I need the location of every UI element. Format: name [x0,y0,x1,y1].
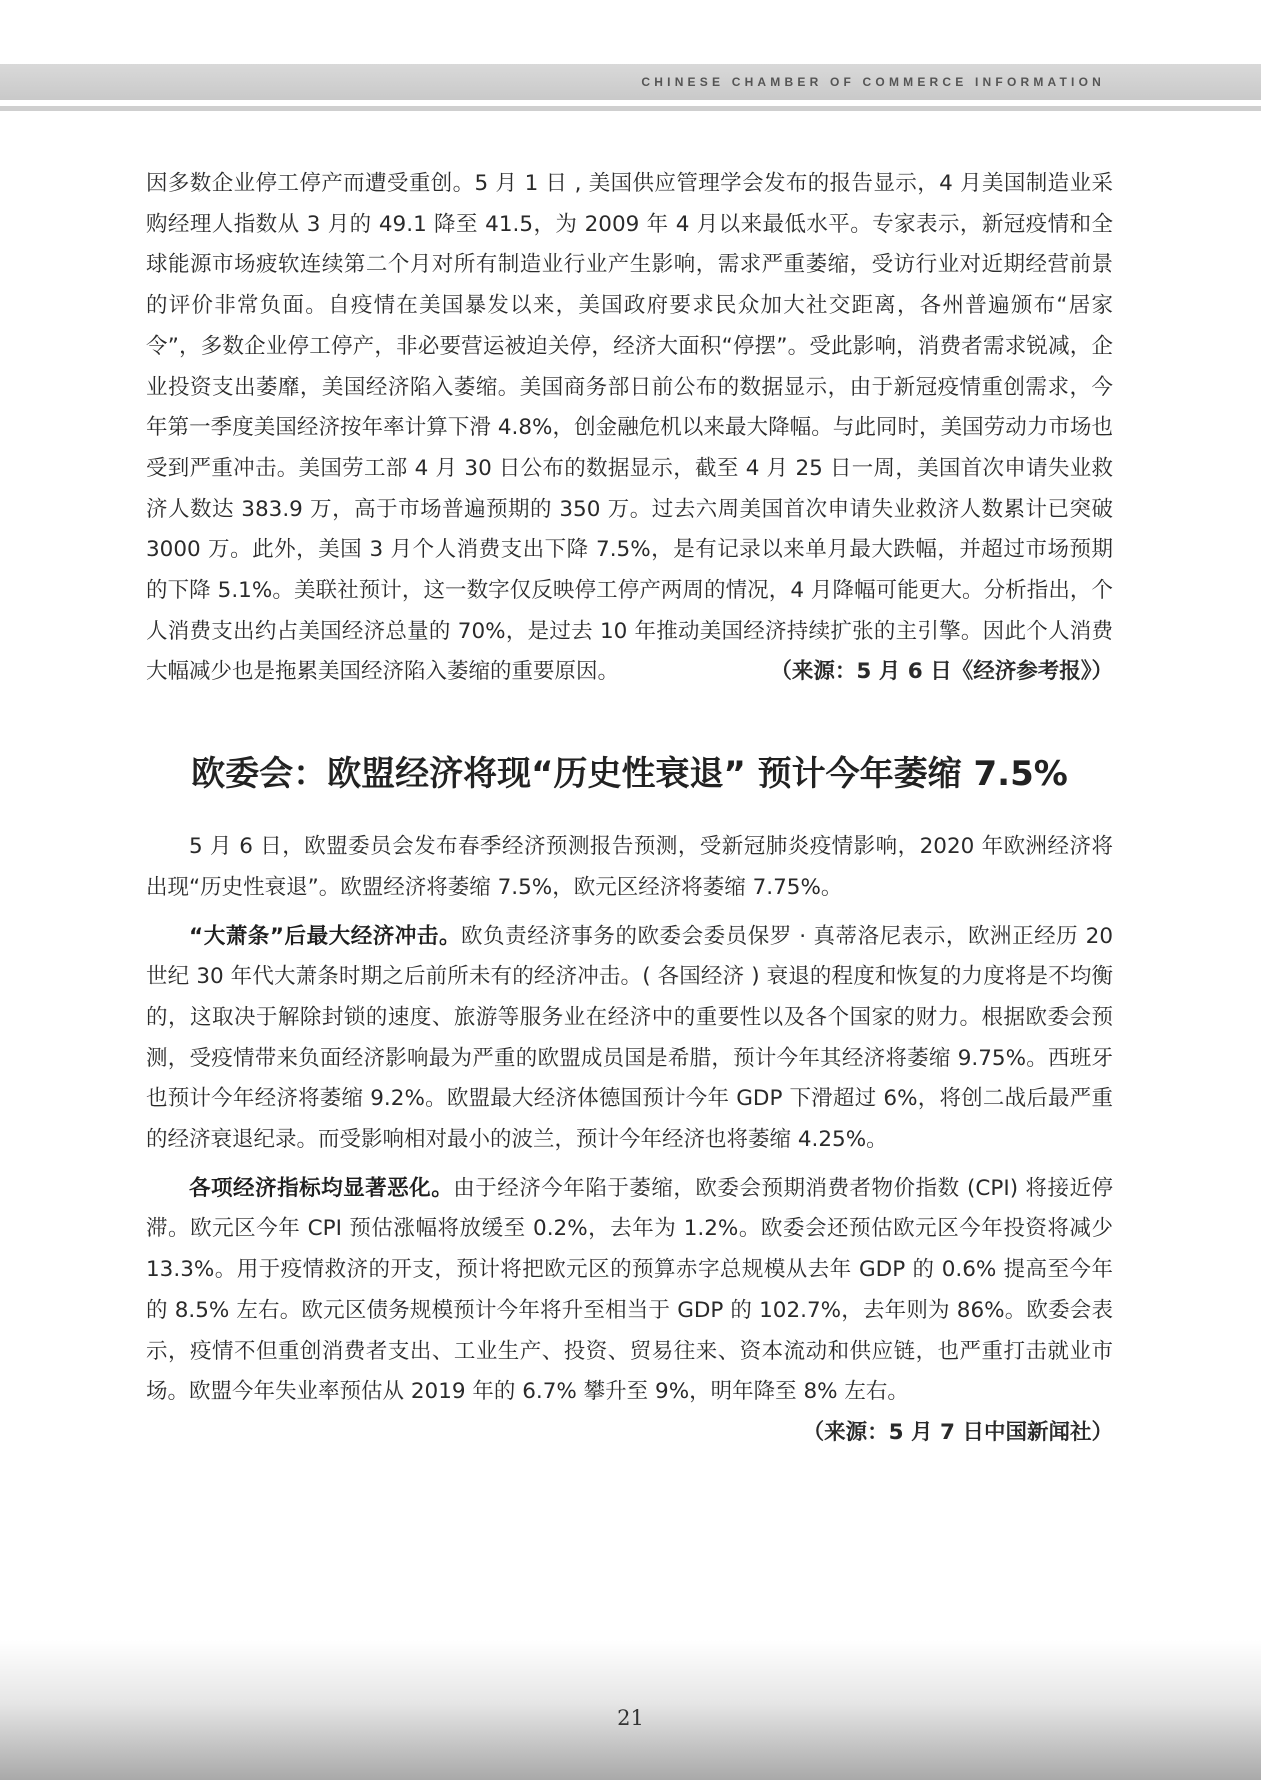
article2-title: 欧委会：欧盟经济将现“历史性衰退” 预计今年萎缩 7.5% [191,754,1068,795]
article2-paragraph-1: 5 月 6 日，欧盟委员会发布春季经济预测报告预测，受新冠肺炎疫情影响，2020 年欧洲经济将出现“历史性衰退”。欧盟经济将萎缩 7.5%，欧元区经济将萎缩 7.75%。 [146,834,1113,900]
article2-source: （来源：5 月 7 日中国新闻社） [802,1419,1113,1445]
article1-paragraph [146,164,1113,693]
article2-body-2: 欧负责经济事务的欧委会委员保罗 · 真蒂洛尼表示，欧洲正经历 20 世纪 30 年代大萧条时期之后前所未有的经济冲击。( 各国经济 ) 衰退的程度和恢复的力度将是不均衡的，这取决于解除封锁的速度、旅游等服务业在经济中的重要性以及各个国家的财力。根据欧委会预测，受疫情带来负面经济影响最为严重的欧盟成员国是希腊，预计今年其经济将萎缩 9.75%。西班牙也预计今年经济将萎缩 9.2%。欧盟最大经济体德国预计今年 GDP 下滑超过 6%，将创二战后最严重的经济衰退纪录。而受影响相对最小的波兰，预计今年经济也将萎缩 4.25%。 [146,923,1113,1153]
article2-body-3: 由于经济今年陷于萎缩，欧委会预期消费者物价指数 (CPI) 将接近停滞。欧元区今年 CPI 预估涨幅将放缓至 0.2%，去年为 1.2%。欧委会还预估欧元区今年投资将减少 13.3%。用于疫情救济的开支，预计将把欧元区的预算赤字总规模从去年 GDP 的 0.6% 提高至今年的 8.5% 左右。欧元区债务规模预计今年将升至相当于 GDP 的 102.7%，去年则为 86%。欧委会表示，疫情不但重创消费者支出、工业生产、投资、贸易往来、资本流动和供应链，也严重打击就业市场。欧盟今年失业率预估从 2019 年的 6.7% 攀升至 9%，明年降至 8% 左右。 [146,1175,1113,1405]
article2-paragraph-3 [146,1169,1113,1445]
article2-lead-1: “大萧条”后最大经济冲击。 [189,923,462,949]
article2-lead-2: 各项经济指标均显著恶化。 [189,1175,454,1201]
article1-text: 因多数企业停工停产而遭受重创。5 月 1 日 , 美国供应管理学会发布的报告显示，4 月美国制造业采购经理人指数从 3 月的 49.1 降至 41.5，为 2009 年 4 月以来最低水平。专家表示，新冠疫情和全球能源市场疲软连续第二个月对所有制造业行业产生影响，需求严重萎缩，受访行业对近期经营前景的评价非常负面。自疫情在美国暴发以来，美国政府要求民众加大社交距离，各州普遍颁布“居家令”，多数企业停工停产，非必要营运被迫关停，经济大面积“停摆”。受此影响，消费者需求锐减，企业投资支出萎靡，美国经济陷入萎缩。美国商务部日前公布的数据显示，由于新冠疫情重创需求，今年第一季度美国经济按年率计算下滑 4.8%，创金融危机以来最大降幅。与此同时，美国劳动力市场也受到严重冲击。美国劳工部 4 月 30 日公布的数据显示，截至 4 月 25 日一周，美国首次申请失业救济人数达 383.9 万，高于市场普遍预期的 350 万。过去六周美国首次申请失业救济人数累计已突破 3000 万。此外，美国 3 月个人消费支出下降 7.5%，是有记录以来单月最大跌幅，并超过市场预期的下降 5.1%。美联社预计，这一数字仅反映停工停产两周的情况，4 月降幅可能更大。分析指出，个人消费支出约占美国经济总量的 70%，是过去 10 年推动美国经济持续扩张的主引擎。因此个人消费大幅减少也是拖累美国经济陷入萎缩的重要原因。 [146,171,1113,685]
running-header: CHINESE CHAMBER OF COMMERCE INFORMATION [641,75,1105,89]
page-content [146,164,1113,1454]
page-number: 21 [617,1706,644,1730]
header-divider [0,106,1261,111]
article1-source: （来源：5 月 6 日《经济参考报》） [770,659,1113,685]
article2-paragraph-2 [146,917,1113,1161]
